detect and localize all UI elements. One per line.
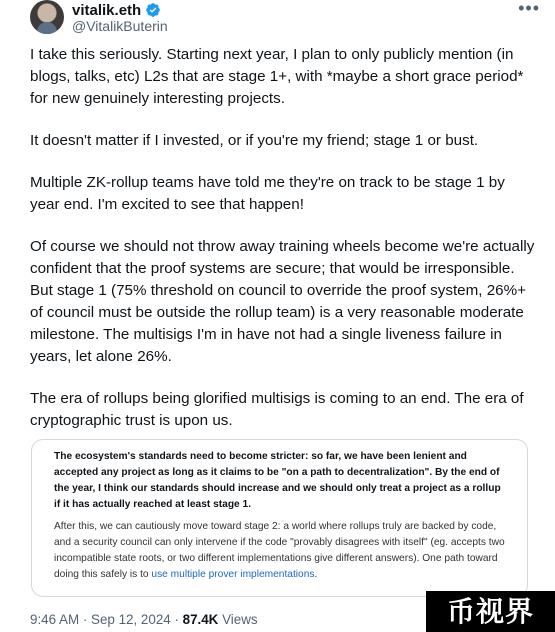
tweet-time[interactable]: 9:46 AM	[30, 612, 80, 627]
tweet-meta	[30, 612, 258, 627]
quote-bold-text: The ecosystem's standards need to become stricter: so far, we have been lenient and accepted any project as long as it claims to be "on a path to decentralization". By the end of the year, I think our standards should increase and we should only treat a project as a rollup if it has actually reached at least stage 1.	[54, 451, 501, 510]
meta-separator: ·	[79, 612, 92, 627]
tweet-paragraph: Of course we should not throw away training wheels become we're actually confident that the proof systems are secure; that would be irresponsible. But stage 1 (75% threshold on council to override the proof system, 26%+ of council must be outside the rollup team) is a very reasonable moderate milestone. The multisigs I'm in have not had a single liveness failure in years, let alone 26%.	[30, 238, 535, 365]
quoted-image-card[interactable]	[31, 439, 528, 597]
author-handle[interactable]: @VitalikButerin	[72, 18, 168, 34]
tweet-paragraph: It doesn't matter if I invested, or if you're my friend; stage 1 or bust.	[30, 132, 479, 149]
views-label: Views	[218, 612, 258, 627]
more-horizontal-icon[interactable]: •••	[518, 0, 540, 18]
author-name[interactable]: vitalik.eth	[72, 1, 142, 19]
tweet-header	[30, 0, 540, 40]
verified-badge-icon	[145, 2, 161, 18]
quote-body	[54, 519, 509, 583]
quote-link-suffix: .	[314, 569, 318, 580]
tweet-paragraph: I take this seriously. Starting next year, I plan to only publicly mention (in blogs, talks, etc) L2s that are stage 1+, with *maybe a short grace period* for new genuinely interesting projects.	[30, 46, 524, 107]
tweet-date[interactable]: Sep 12, 2024	[91, 612, 171, 627]
meta-separator: ·	[170, 612, 183, 627]
tweet-paragraph: The era of rollups being glorified multisigs is coming to an end. The era of cryptographic trust is upon us.	[30, 390, 524, 429]
prover-implementations-link[interactable]: use multiple prover implementations	[151, 569, 315, 580]
quote-body-text: After this, we can cautiously move toward stage 2: a world where rollups truly are backed by code, and a security council can only intervene if the code "provably disagrees with itself" (eg. accepts two incompatible state roots, or two different implementations give different answers). One path toward doing this safely is to	[54, 521, 505, 580]
author-row	[72, 0, 161, 20]
views-count: 87.4K	[182, 612, 219, 627]
tweet-paragraph: Multiple ZK-rollup teams have told me they're on track to be stage 1 by year end. I'm excited to see that happen!	[30, 174, 505, 213]
watermark-logo: 币视界	[426, 591, 555, 632]
avatar[interactable]	[30, 0, 64, 34]
tweet-text	[30, 44, 535, 452]
